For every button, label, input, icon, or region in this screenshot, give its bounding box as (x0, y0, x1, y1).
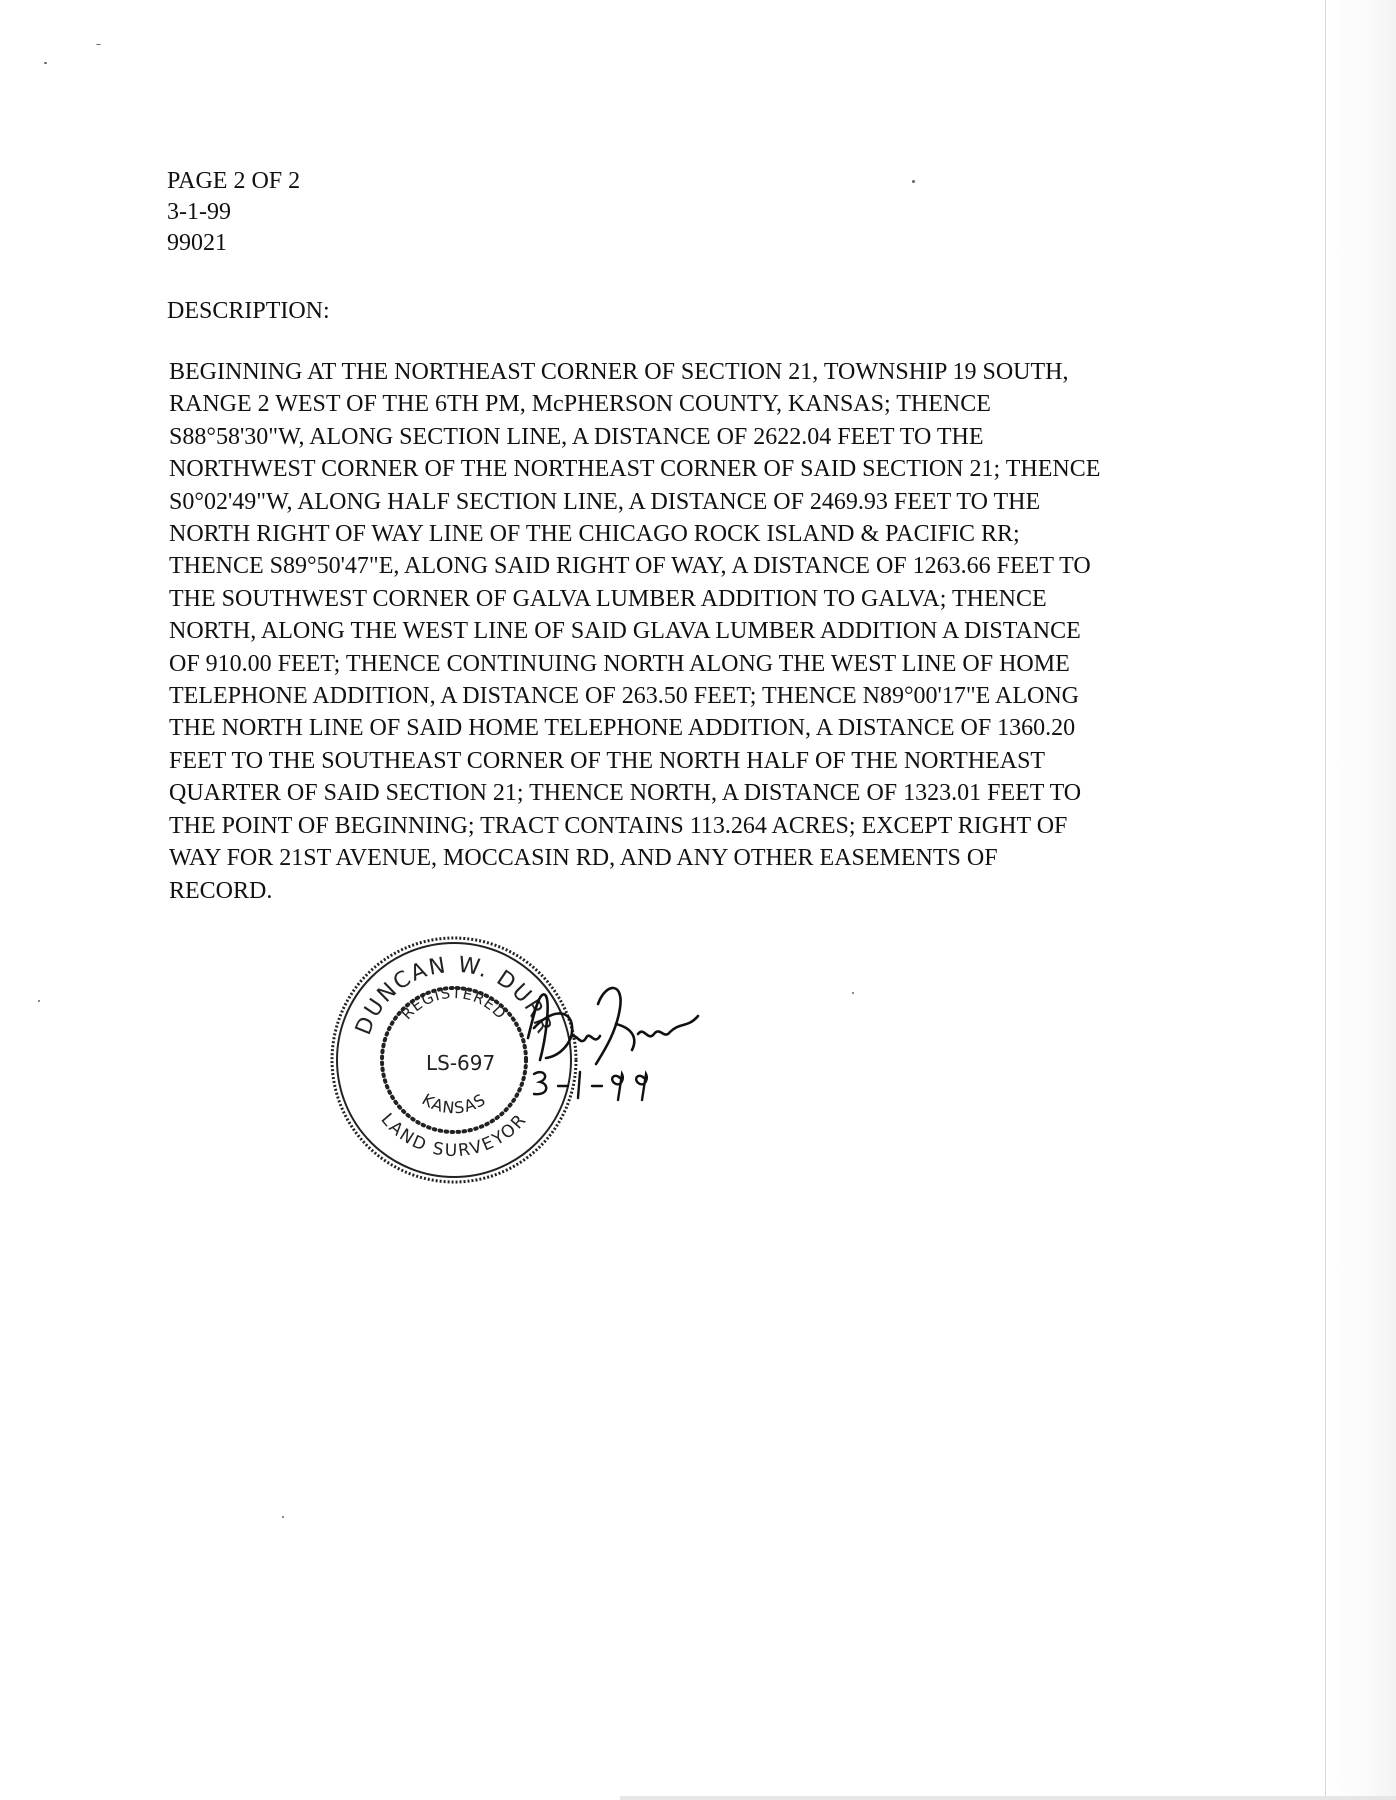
signature-date-handwriting (534, 1072, 647, 1100)
legal-description (169, 356, 1249, 907)
description-line: QUARTER OF SAID SECTION 21; THENCE NORTH, A DISTANCE OF 1323.01 FEET TO (169, 780, 1082, 807)
description-line: OF 910.00 FEET; THENCE CONTINUING NORTH ALONG THE WEST LINE OF HOME (169, 650, 1070, 677)
description-line: NORTHWEST CORNER OF THE NORTHEAST CORNER OF SAID SECTION 21; THENCE (169, 456, 1101, 483)
description-line: S88°58'30"W, ALONG SECTION LINE, A DISTANCE OF 2622.04 FEET TO THE (169, 423, 984, 450)
description-line: S0°02'49"W, ALONG HALF SECTION LINE, A DISTANCE OF 2469.93 FEET TO THE (169, 488, 1041, 515)
seal-title-text: LAND SURVEYOR (376, 1109, 532, 1162)
description-line: THE SOUTHWEST CORNER OF GALVA LUMBER ADDITION TO GALVA; THENCE (169, 585, 1047, 612)
description-line: WAY FOR 21ST AVENUE, MOCCASIN RD, AND ANY OTHER EASEMENTS OF (169, 845, 998, 872)
description-heading: DESCRIPTION: (167, 298, 330, 324)
seal-registered-text: REGISTERED (397, 983, 511, 1024)
description-line: RECORD. (169, 877, 273, 904)
seal-license-text: LS-697 (426, 1051, 496, 1075)
scan-speck (38, 1000, 40, 1002)
description-line: NORTH RIGHT OF WAY LINE OF THE CHICAGO ROCK ISLAND & PACIFIC RR; (169, 521, 1020, 548)
scan-speck (282, 1516, 284, 1518)
seal-name-text: DUNCAN W. DURR (351, 952, 557, 1039)
scan-speck (44, 62, 47, 64)
scan-bottom-edge (620, 1796, 1396, 1800)
seal-state-text: KANSAS (418, 1089, 490, 1118)
description-line: TELEPHONE ADDITION, A DISTANCE OF 263.50 FEET; THENCE N89°00'17"E ALONG (169, 683, 1079, 710)
page-number: PAGE 2 OF 2 (167, 168, 301, 194)
description-line: BEGINNING AT THE NORTHEAST CORNER OF SECTION 21, TOWNSHIP 19 SOUTH, (169, 359, 1069, 385)
document-date: 3-1-99 (167, 199, 231, 225)
scan-page-edge (1325, 0, 1396, 1800)
description-line: NORTH, ALONG THE WEST LINE OF SAID GLAVA LUMBER ADDITION A DISTANCE (169, 618, 1081, 645)
svg-text:REGISTERED (398, 984, 510, 1023)
description-line: THE NORTH LINE OF SAID HOME TELEPHONE ADDITION, A DISTANCE OF 1360.20 (169, 715, 1076, 742)
scan-speck (852, 992, 854, 994)
document-header (167, 166, 300, 259)
description-line: THENCE S89°50'47"E, ALONG SAID RIGHT OF WAY, A DISTANCE OF 1263.66 FEET TO (169, 553, 1091, 580)
svg-text:KANSAS (419, 1090, 489, 1118)
description-line: RANGE 2 WEST OF THE 6TH PM, McPHERSON COUNTY, KANSAS; THENCE (169, 391, 991, 418)
scan-speck (96, 44, 101, 45)
scan-speck (912, 180, 915, 183)
description-line: FEET TO THE SOUTHEAST CORNER OF THE NORTH HALF OF THE NORTHEAST (169, 747, 1046, 774)
description-line: THE POINT OF BEGINNING; TRACT CONTAINS 113.264 ACRES; EXCEPT RIGHT OF (169, 812, 1068, 839)
job-number: 99021 (167, 230, 227, 256)
surveyor-signature (520, 968, 720, 1118)
